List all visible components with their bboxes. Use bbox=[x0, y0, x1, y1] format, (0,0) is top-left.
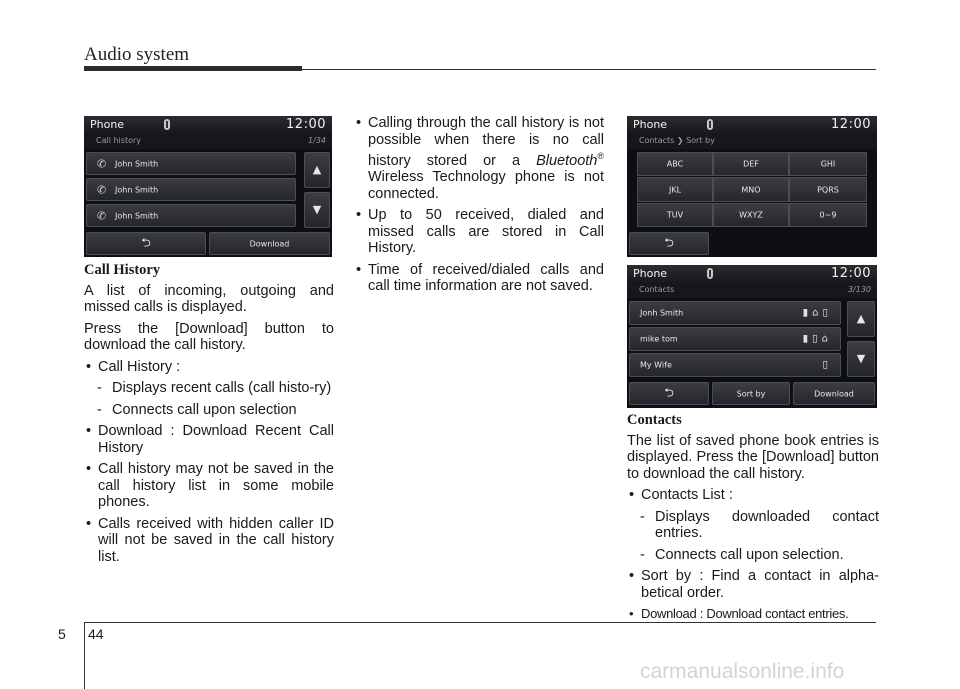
screen-clock: 12:00 bbox=[831, 266, 871, 281]
phone-icon: ✆ bbox=[97, 183, 107, 196]
sort-by-button[interactable] bbox=[712, 382, 790, 405]
screen-subtitle: Contacts ❯ Sort by bbox=[639, 136, 715, 145]
scroll-down-button[interactable]: ▼ bbox=[304, 192, 330, 228]
page-number: 44 bbox=[88, 626, 104, 642]
bluetooth-icon bbox=[707, 268, 713, 279]
bullet-item: • Call History : bbox=[84, 359, 334, 376]
contact-name: mike tom bbox=[640, 334, 678, 344]
bluetooth-trademark: Bluetooth bbox=[536, 152, 598, 169]
back-arrow-icon: ⮌ bbox=[141, 235, 151, 249]
bullet-item: • Contacts List : bbox=[627, 487, 879, 504]
sort-key-ghi[interactable] bbox=[789, 152, 867, 176]
bullet-item: • Time of received/dialed calls and call time information are not saved. bbox=[354, 262, 604, 295]
contacts-screen bbox=[627, 265, 877, 408]
key-label: JKL bbox=[668, 185, 682, 194]
sub-item: - Connects call upon selection bbox=[84, 402, 334, 419]
key-label: TUV bbox=[666, 210, 684, 220]
back-button[interactable] bbox=[629, 382, 709, 405]
phone-type-icons: ▮⌂▯ bbox=[802, 307, 832, 319]
text-run: Calling through the call history is not possible when there is no call history stored or a bbox=[368, 115, 604, 169]
contact-row[interactable] bbox=[629, 327, 841, 351]
bullet-item: • Sort by : Find a contact in alpha-betical order. bbox=[627, 568, 879, 601]
screen-subtitle-bar bbox=[627, 134, 877, 149]
footer-rule bbox=[84, 622, 876, 623]
bullet-item: • Up to 50 received, dialed and missed calls are stored in Call History. bbox=[354, 207, 604, 257]
list-count: 1/34 bbox=[308, 136, 326, 145]
bullet-item bbox=[354, 115, 604, 202]
download-button[interactable] bbox=[793, 382, 875, 405]
download-label: Download bbox=[814, 389, 854, 398]
screen-title: Phone bbox=[90, 118, 125, 131]
screen-subtitle-bar bbox=[627, 283, 877, 298]
phone-type-icons: ▮▯⌂ bbox=[802, 333, 832, 345]
screen-subtitle: Contacts bbox=[639, 285, 675, 294]
key-label: GHI bbox=[820, 159, 836, 169]
screen-clock: 12:00 bbox=[286, 117, 326, 132]
screen-title: Phone bbox=[633, 267, 668, 280]
header-rule-thin bbox=[302, 69, 876, 70]
section-number: 5 bbox=[58, 626, 66, 642]
contact-row[interactable] bbox=[629, 301, 841, 325]
sort-key-pqrs[interactable] bbox=[789, 177, 867, 202]
text-run: Wireless Technology phone is not connected. bbox=[368, 169, 604, 202]
bullet-item: • Calls received with hidden caller ID will not be saved in the call history list. bbox=[84, 516, 334, 566]
bullet-item: • Call history may not be saved in the call history list in some mobile phones. bbox=[84, 461, 334, 511]
row-label: John Smith bbox=[115, 159, 159, 168]
sort-by-label: Sort by bbox=[736, 389, 766, 398]
screen-topbar bbox=[84, 116, 332, 134]
sort-key-tuv[interactable] bbox=[637, 203, 713, 227]
list-count: 3/130 bbox=[847, 285, 871, 294]
sort-key-abc[interactable] bbox=[637, 152, 713, 176]
header-rule-thick bbox=[84, 66, 302, 71]
screen-topbar bbox=[627, 116, 877, 134]
download-label: Download bbox=[249, 239, 290, 248]
contact-name: My Wife bbox=[640, 360, 672, 370]
back-button[interactable] bbox=[629, 232, 709, 255]
sort-key-def[interactable] bbox=[713, 152, 789, 176]
screen-topbar bbox=[627, 265, 877, 283]
sub-item: - Displays recent calls (call histo-ry) bbox=[84, 380, 334, 397]
sort-key-mno[interactable] bbox=[713, 177, 789, 202]
scroll-down-button[interactable]: ▼ bbox=[847, 341, 875, 377]
sort-by-screen bbox=[627, 116, 877, 257]
row-label: John Smith bbox=[115, 211, 159, 220]
key-label: WXYZ bbox=[739, 210, 763, 220]
contacts-text bbox=[627, 412, 879, 628]
key-label: ABC bbox=[666, 159, 684, 169]
scroll-up-button[interactable]: ▲ bbox=[304, 152, 330, 188]
row-label: John Smith bbox=[115, 185, 159, 194]
key-label: PQRS bbox=[817, 185, 839, 194]
paragraph: The list of saved phone book entries is displayed. Press the [Download] button to download the call history. bbox=[627, 432, 879, 482]
section-heading: Call History bbox=[84, 262, 161, 278]
sort-key-digits[interactable] bbox=[789, 203, 867, 227]
phone-type-icons: ▯ bbox=[822, 359, 832, 371]
call-history-screen bbox=[84, 116, 332, 257]
contact-row[interactable] bbox=[629, 353, 841, 377]
screen-title: Phone bbox=[633, 118, 668, 131]
back-arrow-icon: ⮌ bbox=[664, 385, 674, 399]
key-label: MNO bbox=[741, 185, 761, 194]
scroll-up-button[interactable]: ▲ bbox=[847, 301, 875, 337]
call-history-row[interactable] bbox=[86, 204, 296, 227]
call-history-text bbox=[84, 262, 334, 570]
call-history-row[interactable] bbox=[86, 178, 296, 201]
sort-key-wxyz[interactable] bbox=[713, 203, 789, 227]
registered-mark: ® bbox=[597, 151, 604, 161]
key-label: 0~9 bbox=[819, 210, 837, 220]
download-button[interactable] bbox=[209, 232, 330, 255]
section-heading: Contacts bbox=[627, 412, 682, 428]
page-header-title: Audio system bbox=[84, 44, 190, 65]
call-history-notes bbox=[354, 115, 604, 300]
sub-item: - Connects call upon selection. bbox=[627, 547, 879, 564]
screen-subtitle: Call history bbox=[96, 136, 141, 145]
call-history-row[interactable] bbox=[86, 152, 296, 175]
bullet-item: • Download : Download contact entries. bbox=[627, 606, 879, 623]
bluetooth-icon bbox=[164, 119, 170, 130]
bullet-item: • Download : Download Recent Call History bbox=[84, 423, 334, 456]
screen-subtitle-bar bbox=[84, 134, 332, 149]
paragraph: Press the [Download] button to download the call history. bbox=[84, 320, 334, 353]
phone-icon: ✆ bbox=[97, 209, 107, 222]
key-label: DEF bbox=[743, 159, 759, 169]
sub-item: - Displays downloaded contact entries. bbox=[627, 509, 879, 542]
paragraph: A list of incoming, outgoing and missed calls is displayed. bbox=[84, 282, 334, 315]
contact-name: Jonh Smith bbox=[640, 308, 684, 318]
back-arrow-icon: ⮌ bbox=[664, 235, 674, 249]
watermark: carmanualsonline.info bbox=[640, 660, 845, 683]
back-button[interactable] bbox=[86, 232, 206, 255]
sort-key-jkl[interactable] bbox=[637, 177, 713, 202]
screen-clock: 12:00 bbox=[831, 117, 871, 132]
bluetooth-icon bbox=[707, 119, 713, 130]
footer-divider bbox=[84, 623, 85, 689]
phone-icon: ✆ bbox=[97, 157, 107, 170]
